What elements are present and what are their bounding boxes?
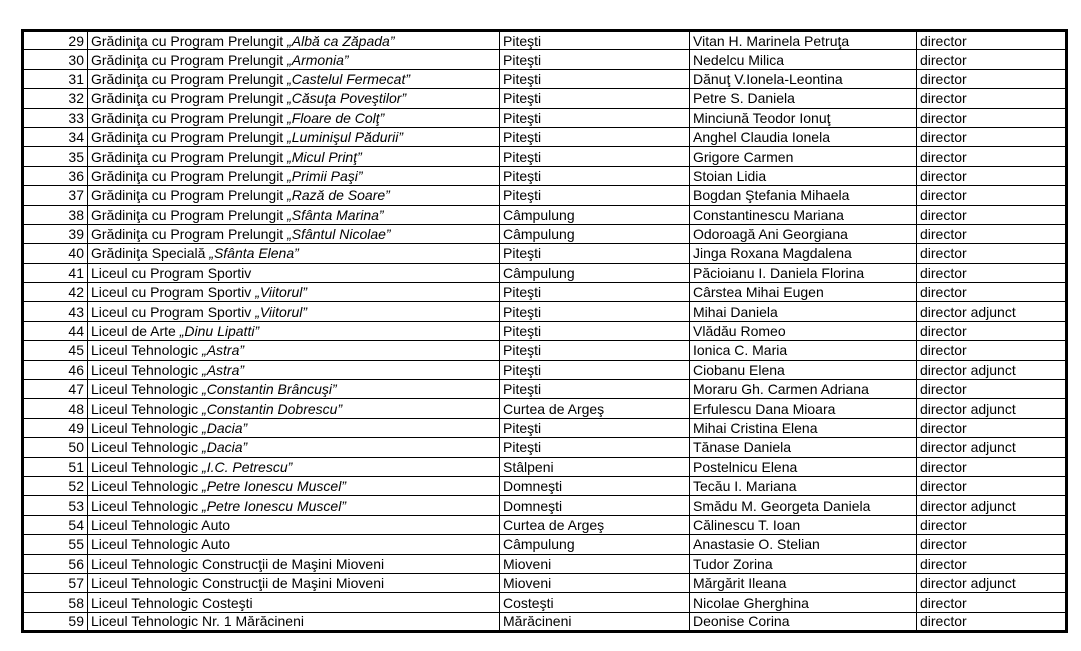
position-cell: director: [917, 535, 1067, 554]
table-row: [23, 573, 1067, 592]
institution-name: Grădiniţa cu Program Prelungit: [91, 148, 288, 165]
table-row: [23, 127, 1067, 146]
person-name-cell: Tănase Daniela: [690, 438, 917, 457]
institution-name: Grădiniţa cu Program Prelungit: [91, 206, 288, 223]
row-number: 54: [23, 515, 88, 534]
table-row: [23, 186, 1067, 205]
position-cell: director: [917, 224, 1067, 243]
city-cell: Curtea de Argeş: [500, 515, 690, 534]
position-cell: director: [917, 263, 1067, 282]
row-number: 45: [23, 341, 88, 360]
institution-name: Liceul Tehnologic Auto: [91, 516, 231, 533]
person-name-cell: Constantinescu Mariana: [690, 205, 917, 224]
institution-cell: [88, 418, 500, 437]
person-name-cell: Păcioianu I. Daniela Florina: [690, 263, 917, 282]
row-number: 33: [23, 108, 88, 127]
city-cell: Piteşti: [500, 186, 690, 205]
institution-cell: [88, 399, 500, 418]
institution-name-quoted: „Viitorul”: [255, 284, 308, 301]
institution-name: Liceul Tehnologic Costeşti: [91, 594, 253, 611]
person-name-cell: Nedelcu Milica: [690, 50, 917, 69]
person-name-cell: Ionica C. Maria: [690, 341, 917, 360]
position-cell: director: [917, 31, 1067, 50]
table-row: [23, 205, 1067, 224]
person-name-cell: Vlădău Romeo: [690, 321, 917, 340]
person-name-cell: Smădu M. Georgeta Daniela: [690, 496, 917, 515]
position-cell: director: [917, 380, 1067, 399]
institution-cell: [88, 535, 500, 554]
institution-cell: [88, 360, 500, 379]
row-number: 29: [23, 31, 88, 50]
position-cell: director: [917, 89, 1067, 108]
institution-name-quoted: „Căsuţa Poveştilor”: [287, 90, 407, 107]
institution-name-quoted: „Rază de Soare”: [287, 187, 390, 204]
city-cell: Piteşti: [500, 380, 690, 399]
institution-cell: [88, 224, 500, 243]
position-cell: director: [917, 127, 1067, 146]
person-name-cell: Odoroagă Ani Georgiana: [690, 224, 917, 243]
institution-name-quoted: „I.C. Petrescu”: [202, 458, 293, 475]
position-cell: director: [917, 554, 1067, 573]
institution-name-quoted: „Astra”: [202, 361, 245, 378]
institution-name-quoted: „Primii Paşi”: [287, 167, 363, 184]
institution-cell: [88, 108, 500, 127]
table-row: [23, 399, 1067, 418]
person-name-cell: Mărgărit Ileana: [690, 573, 917, 592]
institution-cell: [88, 457, 500, 476]
row-number: 59: [23, 612, 88, 631]
institution-name: Liceul Tehnologic: [91, 420, 203, 436]
institution-cell: [88, 554, 500, 573]
position-cell: director: [917, 593, 1067, 612]
row-number: 41: [23, 263, 88, 282]
position-cell: director adjunct: [917, 302, 1067, 321]
institution-cell: [88, 341, 500, 360]
position-cell: director: [917, 418, 1067, 437]
institution-name: Liceul Tehnologic: [91, 381, 203, 398]
person-name-cell: Călinescu T. Ioan: [690, 515, 917, 534]
institution-cell: [88, 612, 500, 631]
institution-name: Grădiniţa cu Program Prelungit: [91, 167, 288, 184]
institution-name: Liceul Tehnologic Auto: [91, 536, 231, 553]
table-row: [23, 321, 1067, 340]
city-cell: Câmpulung: [500, 263, 690, 282]
institution-cell: [88, 69, 500, 88]
city-cell: Curtea de Argeş: [500, 399, 690, 418]
city-cell: Mioveni: [500, 573, 690, 592]
person-name-cell: Moraru Gh. Carmen Adriana: [690, 380, 917, 399]
table-row: [23, 69, 1067, 88]
table-row: [23, 593, 1067, 612]
institution-cell: [88, 321, 500, 340]
city-cell: Costeşti: [500, 593, 690, 612]
person-name-cell: Deonise Corina: [690, 612, 917, 631]
institution-name: Liceul cu Program Sportiv: [91, 303, 256, 320]
row-number: 48: [23, 399, 88, 418]
city-cell: Câmpulung: [500, 205, 690, 224]
city-cell: Piteşti: [500, 89, 690, 108]
institution-name: Liceul Tehnologic: [91, 439, 203, 456]
row-number: 36: [23, 166, 88, 185]
table-row: [23, 244, 1067, 263]
row-number: 38: [23, 205, 88, 224]
institution-name-quoted: „Castelul Fermecat”: [287, 70, 411, 87]
institution-name-quoted: „Floare de Colţ”: [287, 109, 385, 126]
row-number: 40: [23, 244, 88, 263]
institution-name: Liceul Tehnologic: [91, 478, 203, 495]
city-cell: Piteşti: [500, 283, 690, 302]
institution-name: Grădiniţa cu Program Prelungit: [91, 226, 288, 243]
institution-name-quoted: „Astra”: [202, 342, 245, 359]
table-row: [23, 341, 1067, 360]
institution-name: Grădiniţa cu Program Prelungit: [91, 90, 288, 107]
person-name-cell: Bogdan Ştefania Mihaela: [690, 186, 917, 205]
institution-name-quoted: „Micul Prinţ”: [287, 148, 362, 165]
institution-cell: [88, 476, 500, 495]
position-cell: director adjunct: [917, 438, 1067, 457]
table-row: [23, 554, 1067, 573]
person-name-cell: Anastasie O. Stelian: [690, 535, 917, 554]
institution-cell: [88, 515, 500, 534]
institution-cell: [88, 205, 500, 224]
city-cell: Piteşti: [500, 50, 690, 69]
institution-name: Grădiniţa cu Program Prelungit: [91, 109, 288, 126]
city-cell: Domneşti: [500, 476, 690, 495]
position-cell: director: [917, 321, 1067, 340]
table-row: [23, 360, 1067, 379]
city-cell: Piteşti: [500, 302, 690, 321]
row-number: 51: [23, 457, 88, 476]
city-cell: Piteşti: [500, 418, 690, 437]
person-name-cell: Stoian Lidia: [690, 166, 917, 185]
institution-cell: [88, 127, 500, 146]
city-cell: Mărăcineni: [500, 612, 690, 631]
position-cell: director adjunct: [917, 496, 1067, 515]
city-cell: Câmpulung: [500, 224, 690, 243]
institution-name-quoted: „Dacia”: [202, 420, 248, 436]
city-cell: Piteşti: [500, 341, 690, 360]
institution-cell: [88, 496, 500, 515]
table-row: [23, 31, 1067, 50]
institution-name: Liceul Tehnologic: [91, 400, 203, 417]
institution-name-quoted: „Luminişul Pădurii”: [287, 129, 404, 146]
institution-cell: [88, 438, 500, 457]
institution-name: Grădiniţa cu Program Prelungit: [91, 187, 288, 204]
institution-name-quoted: „Dinu Lipatti”: [179, 323, 260, 340]
institution-name-quoted: „Constantin Brâncuşi”: [202, 381, 337, 398]
row-number: 35: [23, 147, 88, 166]
position-cell: director: [917, 205, 1067, 224]
institution-name-quoted: „Dacia”: [202, 439, 248, 456]
row-number: 46: [23, 360, 88, 379]
position-cell: director: [917, 612, 1067, 631]
table-row: [23, 496, 1067, 515]
table-body: [23, 31, 1067, 632]
city-cell: Domneşti: [500, 496, 690, 515]
table-row: [23, 283, 1067, 302]
table-row: [23, 535, 1067, 554]
institution-name: Liceul Tehnologic Construcţii de Maşini Mioveni: [91, 575, 385, 592]
institution-name-quoted: „Sfântul Nicolae”: [287, 226, 391, 243]
institution-name: Grădiniţa cu Program Prelungit: [91, 70, 288, 87]
institution-cell: [88, 31, 500, 50]
table-row: [23, 457, 1067, 476]
person-name-cell: Anghel Claudia Ionela: [690, 127, 917, 146]
person-name-cell: Jinga Roxana Magdalena: [690, 244, 917, 263]
city-cell: Piteşti: [500, 147, 690, 166]
institution-name: Liceul cu Program Sportiv: [91, 264, 252, 281]
row-number: 47: [23, 380, 88, 399]
table-row: [23, 147, 1067, 166]
institution-name-quoted: „Constantin Dobrescu”: [202, 400, 343, 417]
institution-name: Liceul Tehnologic: [91, 497, 203, 514]
institution-name: Liceul cu Program Sportiv: [91, 284, 256, 301]
person-name-cell: Mihai Cristina Elena: [690, 418, 917, 437]
directors-table: [21, 29, 1068, 633]
position-cell: director: [917, 341, 1067, 360]
person-name-cell: Ciobanu Elena: [690, 360, 917, 379]
row-number: 42: [23, 283, 88, 302]
institution-cell: [88, 573, 500, 592]
person-name-cell: Grigore Carmen: [690, 147, 917, 166]
institution-name: Grădiniţa cu Program Prelungit: [91, 51, 288, 68]
institution-cell: [88, 302, 500, 321]
city-cell: Piteşti: [500, 360, 690, 379]
person-name-cell: Petre S. Daniela: [690, 89, 917, 108]
table-row: [23, 612, 1067, 631]
row-number: 37: [23, 186, 88, 205]
row-number: 44: [23, 321, 88, 340]
table-row: [23, 476, 1067, 495]
position-cell: director: [917, 186, 1067, 205]
row-number: 58: [23, 593, 88, 612]
institution-cell: [88, 283, 500, 302]
position-cell: director: [917, 244, 1067, 263]
institution-name-quoted: „Viitorul”: [255, 303, 308, 320]
row-number: 43: [23, 302, 88, 321]
table-row: [23, 50, 1067, 69]
institution-name-quoted: „Albă ca Zăpada”: [287, 32, 395, 49]
person-name-cell: Nicolae Gherghina: [690, 593, 917, 612]
row-number: 49: [23, 418, 88, 437]
row-number: 32: [23, 89, 88, 108]
institution-cell: [88, 244, 500, 263]
city-cell: Mioveni: [500, 554, 690, 573]
position-cell: director: [917, 457, 1067, 476]
position-cell: director: [917, 50, 1067, 69]
institution-cell: [88, 186, 500, 205]
person-name-cell: Tudor Zorina: [690, 554, 917, 573]
institution-name-quoted: „Sfânta Marina”: [287, 206, 384, 223]
row-number: 56: [23, 554, 88, 573]
institution-name: Liceul Tehnologic: [91, 458, 203, 475]
position-cell: director: [917, 108, 1067, 127]
institution-cell: [88, 166, 500, 185]
institution-name-quoted: „Sfânta Elena”: [209, 245, 299, 262]
row-number: 52: [23, 476, 88, 495]
row-number: 30: [23, 50, 88, 69]
table-row: [23, 224, 1067, 243]
position-cell: director: [917, 69, 1067, 88]
table-row: [23, 438, 1067, 457]
city-cell: Piteşti: [500, 127, 690, 146]
institution-cell: [88, 380, 500, 399]
institution-name: Liceul Tehnologic: [91, 361, 203, 378]
institution-cell: [88, 147, 500, 166]
city-cell: Câmpulung: [500, 535, 690, 554]
institution-name-quoted: „Petre Ionescu Muscel”: [202, 497, 346, 514]
table-row: [23, 515, 1067, 534]
person-name-cell: Vitan H. Marinela Petruţa: [690, 31, 917, 50]
table-row: [23, 380, 1067, 399]
city-cell: Piteşti: [500, 321, 690, 340]
position-cell: director: [917, 515, 1067, 534]
row-number: 53: [23, 496, 88, 515]
city-cell: Piteşti: [500, 244, 690, 263]
row-number: 57: [23, 573, 88, 592]
person-name-cell: Erfulescu Dana Mioara: [690, 399, 917, 418]
institution-name: Liceul Tehnologic Construcţii de Maşini Mioveni: [91, 555, 385, 572]
table-row: [23, 108, 1067, 127]
row-number: 34: [23, 127, 88, 146]
table-row: [23, 302, 1067, 321]
institution-name: Liceul Tehnologic: [91, 342, 203, 359]
position-cell: director: [917, 476, 1067, 495]
institution-cell: [88, 89, 500, 108]
institution-name: Grădiniţa Specială: [91, 245, 210, 262]
row-number: 31: [23, 69, 88, 88]
position-cell: director: [917, 147, 1067, 166]
row-number: 39: [23, 224, 88, 243]
person-name-cell: Minciună Teodor Ionuţ: [690, 108, 917, 127]
table-row: [23, 418, 1067, 437]
row-number: 55: [23, 535, 88, 554]
position-cell: director: [917, 166, 1067, 185]
position-cell: director: [917, 283, 1067, 302]
city-cell: Piteşti: [500, 31, 690, 50]
institution-name: Grădiniţa cu Program Prelungit: [91, 129, 288, 146]
city-cell: Piteşti: [500, 166, 690, 185]
city-cell: Piteşti: [500, 108, 690, 127]
city-cell: Stâlpeni: [500, 457, 690, 476]
institution-name: Liceul de Arte: [91, 323, 180, 340]
person-name-cell: Postelnicu Elena: [690, 457, 917, 476]
institution-name-quoted: „Armonia”: [287, 51, 349, 68]
city-cell: Piteşti: [500, 438, 690, 457]
institution-cell: [88, 593, 500, 612]
position-cell: director adjunct: [917, 399, 1067, 418]
position-cell: director adjunct: [917, 573, 1067, 592]
city-cell: Piteşti: [500, 69, 690, 88]
table-row: [23, 166, 1067, 185]
person-name-cell: Cârstea Mihai Eugen: [690, 283, 917, 302]
institution-name-quoted: „Petre Ionescu Muscel”: [202, 478, 346, 495]
position-cell: director adjunct: [917, 360, 1067, 379]
person-name-cell: Dănuţ V.Ionela-Leontina: [690, 69, 917, 88]
person-name-cell: Mihai Daniela: [690, 302, 917, 321]
table-row: [23, 263, 1067, 282]
institution-cell: [88, 263, 500, 282]
row-number: 50: [23, 438, 88, 457]
person-name-cell: Tecău I. Mariana: [690, 476, 917, 495]
table-row: [23, 89, 1067, 108]
institution-cell: [88, 50, 500, 69]
institution-name: Grădiniţa cu Program Prelungit: [91, 32, 288, 49]
institution-name: Liceul Tehnologic Nr. 1 Mărăcineni: [91, 613, 304, 630]
